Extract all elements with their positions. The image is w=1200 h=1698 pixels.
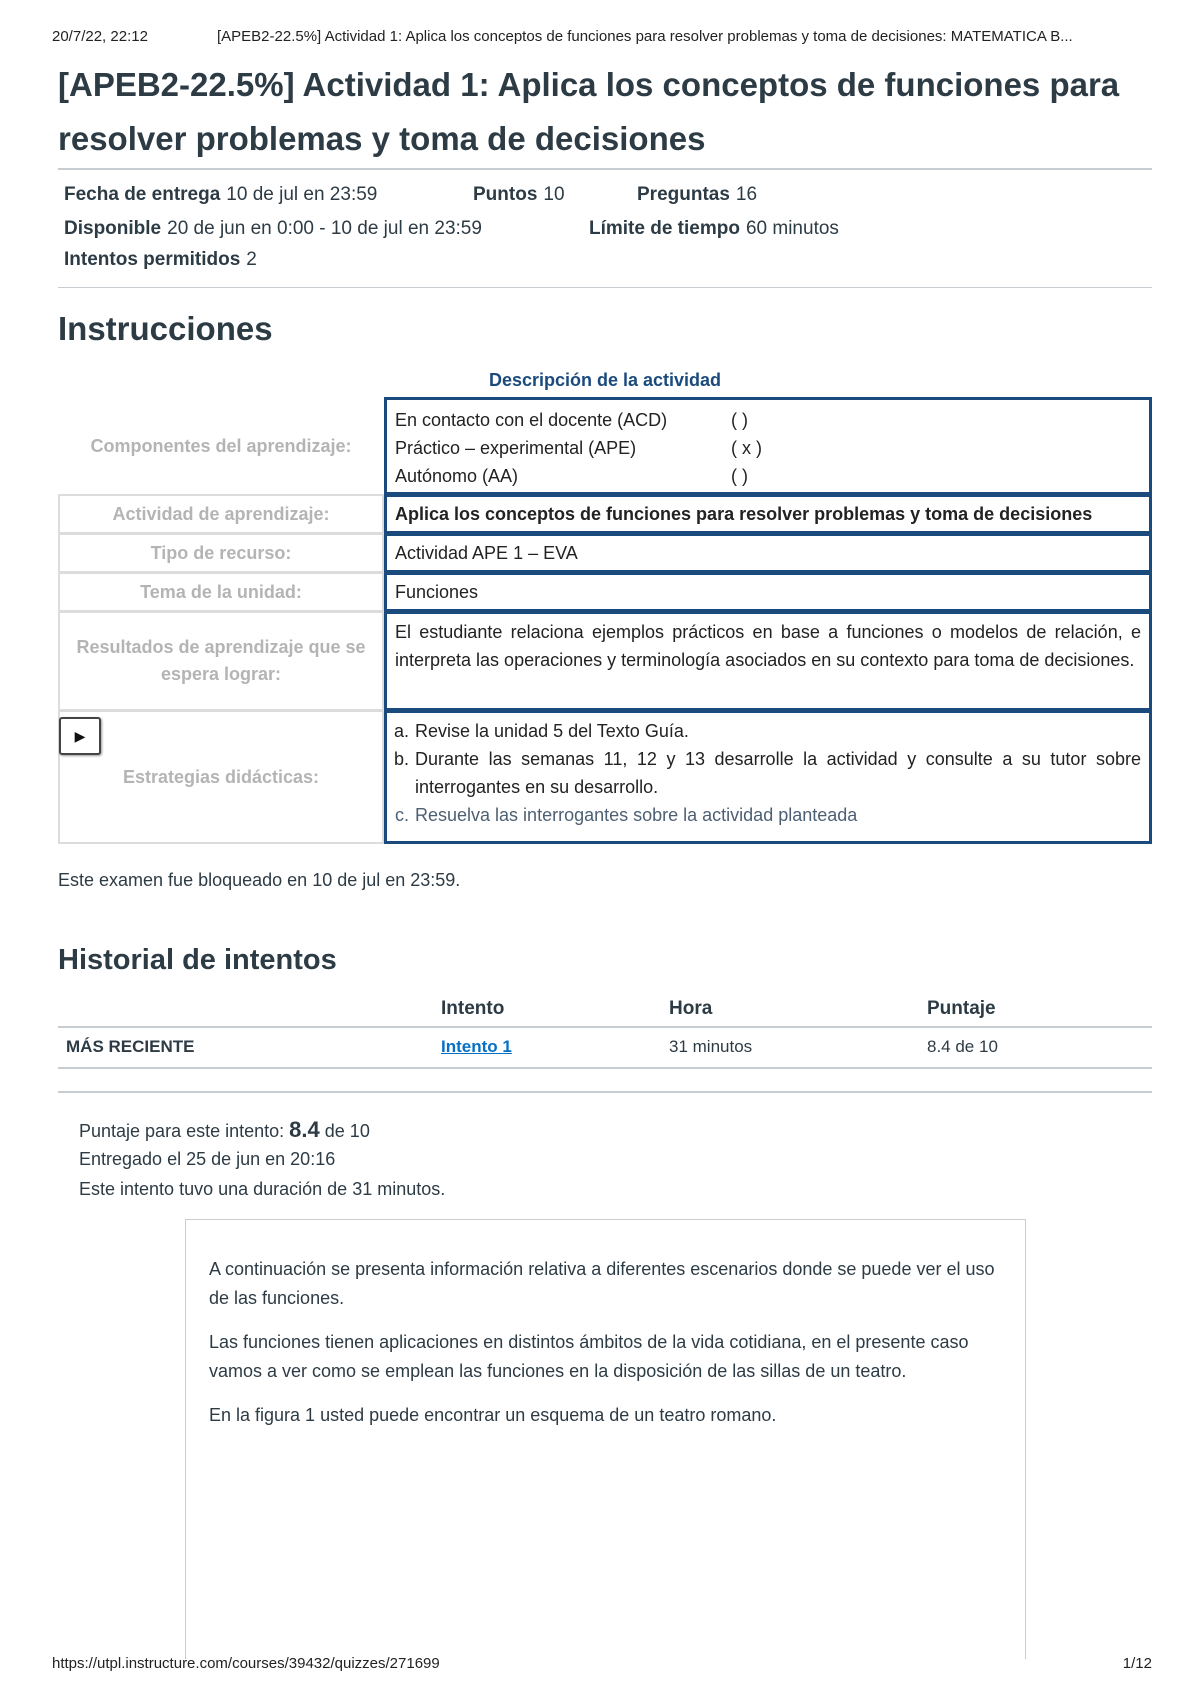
components-label: Componentes del aprendizaje: xyxy=(90,435,352,456)
activity-value: Aplica los conceptos de funciones para resolver problemas y toma de decisiones xyxy=(384,494,1152,534)
due-value: 10 de jul en 23:59 xyxy=(226,184,378,205)
page-number: 1/12 xyxy=(1122,1655,1152,1672)
history-time: 31 minutos xyxy=(669,1037,753,1056)
print-datetime: 20/7/22, 22:12 xyxy=(52,28,148,45)
description-table-title: Descripción de la actividad xyxy=(488,370,722,390)
strategy-text: Durante las semanas 11, 12 y 13 desarrolle la actividad y consulte a su tutor sobre interrogantes en su desarrollo. xyxy=(415,749,1141,797)
activity-label: Actividad de aprendizaje: xyxy=(58,494,384,534)
history-heading: Historial de intentos xyxy=(58,944,337,976)
history-col-score: Puntaje xyxy=(927,998,996,1019)
attempts-label: Intentos permitidos xyxy=(64,249,241,270)
strategy-marker: c. xyxy=(394,805,409,825)
title-divider xyxy=(58,168,1152,170)
due-label: Fecha de entrega xyxy=(64,184,221,205)
history-score: 8.4 de 10 xyxy=(927,1037,998,1056)
questions-count xyxy=(637,184,757,206)
component-name: Autónomo (AA) xyxy=(395,466,519,486)
attempts-value: 2 xyxy=(246,249,257,270)
meta-divider xyxy=(58,287,1152,288)
strategy-marker: a. xyxy=(393,721,409,741)
points-label: Puntos xyxy=(473,184,538,205)
results-label: Resultados de aprendizaje que se espera lograr: xyxy=(58,611,384,711)
attempt-1-link[interactable]: Intento 1 xyxy=(441,1037,512,1056)
components-cell xyxy=(384,397,1152,495)
strategy-text: Revise la unidad 5 del Texto Guía. xyxy=(415,721,689,741)
availability xyxy=(64,218,482,240)
available-value: 20 de jun en 0:00 - 10 de jul en 23:59 xyxy=(167,218,482,239)
allowed-attempts xyxy=(64,249,257,271)
score-value: 8.4 xyxy=(289,1117,320,1142)
play-icon: ▶ xyxy=(74,727,86,744)
points xyxy=(473,184,565,206)
question-paragraph: Las funciones tienen aplicaciones en distintos ámbitos de la vida cotidiana, en el presente caso vamos a ver como se emplean las funciones en la disposición de las sillas de un teatro. xyxy=(209,1332,969,1381)
print-footer xyxy=(52,1655,1152,1672)
strategies-list xyxy=(387,717,1141,829)
strategy-marker: b. xyxy=(393,749,409,769)
page-title: [APEB2-22.5%] Actividad 1: Aplica los conceptos de funciones para resolver problemas y toma de decisiones xyxy=(58,66,1120,157)
component-row xyxy=(395,406,1141,434)
question-paragraph: A continuación se presenta información relativa a diferentes escenarios donde se puede ver el uso de las funciones. xyxy=(209,1259,995,1308)
play-button[interactable] xyxy=(59,717,101,755)
strategies-cell xyxy=(384,710,1152,844)
strategies-label: Estrategias didácticas: xyxy=(58,710,384,844)
time-limit-label: Límite de tiempo xyxy=(589,218,740,239)
strategy-text: Resuelva las interrogantes sobre la actividad planteada xyxy=(415,805,858,825)
points-value: 10 xyxy=(543,184,565,205)
component-row xyxy=(395,462,1141,490)
attempt-submitted: Entregado el 25 de jun en 20:16 xyxy=(79,1149,336,1169)
component-mark: ( x ) xyxy=(731,438,762,458)
print-doc-title: [APEB2-22.5%] Actividad 1: Aplica los conceptos de funciones para resolver problemas y toma de decisiones: MATEMATICA B... xyxy=(217,28,1073,45)
strategy-item xyxy=(387,717,1141,745)
score-prefix: Puntaje para este intento: xyxy=(79,1121,285,1141)
print-header xyxy=(52,28,1152,45)
component-mark: ( ) xyxy=(731,410,748,430)
component-mark: ( ) xyxy=(731,466,748,486)
strategy-item xyxy=(387,745,1141,801)
score-suffix: de 10 xyxy=(324,1121,370,1141)
results-value: El estudiante relaciona ejemplos prácticos en base a funciones o modelos de relación, e interpreta las operaciones y terminología asociados en su contexto para toma de decisiones. xyxy=(384,611,1152,711)
time-limit xyxy=(589,218,839,240)
component-name: En contacto con el docente (ACD) xyxy=(395,410,668,430)
attempt-score xyxy=(79,1117,370,1143)
questions-value: 16 xyxy=(735,184,758,205)
due-date xyxy=(64,184,377,206)
question-paragraph: En la figura 1 usted puede encontrar un esquema de un teatro romano. xyxy=(209,1405,777,1425)
component-name: Práctico – experimental (APE) xyxy=(395,438,637,458)
strategy-item xyxy=(387,801,1141,829)
history-header-divider xyxy=(58,1026,1152,1028)
resource-label: Tipo de recurso: xyxy=(58,533,384,573)
resource-value: Actividad APE 1 – EVA xyxy=(384,533,1152,573)
history-col-attempt: Intento xyxy=(441,998,505,1019)
component-row xyxy=(395,434,1141,462)
attempt-duration: Este intento tuvo una duración de 31 minutos. xyxy=(79,1179,446,1199)
history-col-time: Hora xyxy=(669,998,713,1019)
topic-value: Funciones xyxy=(384,572,1152,612)
history-divider xyxy=(58,1091,1152,1093)
print-url: https://utpl.instructure.com/courses/39432/quizzes/271699 xyxy=(52,1655,440,1672)
time-limit-value: 60 minutos xyxy=(745,218,839,239)
lock-message: Este examen fue bloqueado en 10 de jul en 23:59. xyxy=(58,870,461,890)
topic-label: Tema de la unidad: xyxy=(58,572,384,612)
available-label: Disponible xyxy=(64,218,162,239)
question-box xyxy=(185,1219,1026,1659)
history-row-divider xyxy=(58,1067,1152,1069)
history-attempt-cell xyxy=(441,1037,512,1057)
instructions-heading: Instrucciones xyxy=(58,310,273,347)
questions-label: Preguntas xyxy=(637,184,730,205)
history-row-label: MÁS RECIENTE xyxy=(66,1037,195,1056)
